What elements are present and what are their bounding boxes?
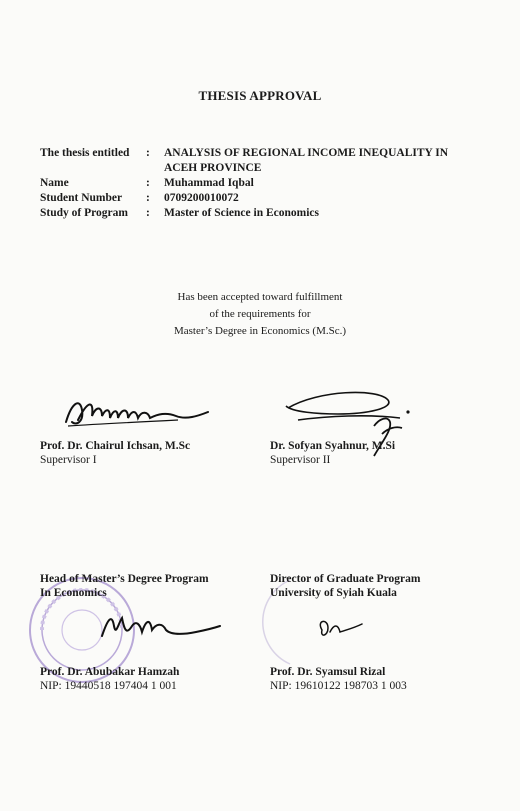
supervisor1-role: Supervisor I <box>40 454 97 466</box>
field-label: Study of Program <box>40 207 128 219</box>
thesis-info <box>40 146 464 221</box>
field-label: Name <box>40 177 69 189</box>
head-title-block <box>40 572 209 600</box>
field-value: Master of Science in Economics <box>164 207 320 219</box>
field-value: Muhammad Iqbal <box>164 177 254 189</box>
field-name: Name : Muhammad Iqbal <box>40 176 464 191</box>
field-label: The thesis entitled <box>40 147 130 159</box>
signature-head <box>96 606 226 646</box>
director-title-line1: Director of Graduate Program <box>270 573 421 585</box>
supervisor2-block <box>270 439 395 467</box>
head-title-line1: Head of Master’s Degree Program <box>40 573 209 585</box>
page-title: THESIS APPROVAL <box>198 88 322 103</box>
field-value: 0709200010072 <box>164 192 239 204</box>
director-name-block <box>270 665 407 693</box>
head-title-line2: In Economics <box>40 587 107 599</box>
field-thesis: The thesis entitled : ANALYSIS OF REGIONAL INCOME INEQUALITY IN ACEH PROVINCE <box>40 146 464 176</box>
supervisor1-name: Prof. Dr. Chairul Ichsan, M.Sc <box>40 440 191 452</box>
signature-supervisor1 <box>58 392 218 434</box>
field-study-program: Study of Program : Master of Science in Economics <box>40 206 464 221</box>
head-nip: NIP: 19440518 197404 1 001 <box>40 680 177 692</box>
acceptance-statement: Has been accepted toward fulfillment of the requirements for Master’s Degree in Economics (M.Sc.) <box>173 291 347 337</box>
director-title-block <box>270 572 420 600</box>
director-name: Prof. Dr. Syamsul Rizal <box>270 666 386 678</box>
supervisor2-role: Supervisor II <box>270 454 331 466</box>
head-name: Prof. Dr. Abubakar Hamzah <box>40 666 180 678</box>
head-name-block <box>40 665 179 693</box>
director-nip: NIP: 19610122 198703 1 003 <box>270 680 407 692</box>
supervisor1-block <box>40 439 190 467</box>
field-student-number: Student Number : 0709200010072 <box>40 191 464 206</box>
field-label: Student Number <box>40 192 123 204</box>
director-title-line2: University of Syiah Kuala <box>270 587 397 599</box>
signature-director <box>312 614 372 644</box>
field-value: ANALYSIS OF REGIONAL INCOME INEQUALITY IN ACEH PROVINCE <box>164 147 449 174</box>
supervisor2-name: Dr. Sofyan Syahnur, M.Si <box>270 440 396 452</box>
